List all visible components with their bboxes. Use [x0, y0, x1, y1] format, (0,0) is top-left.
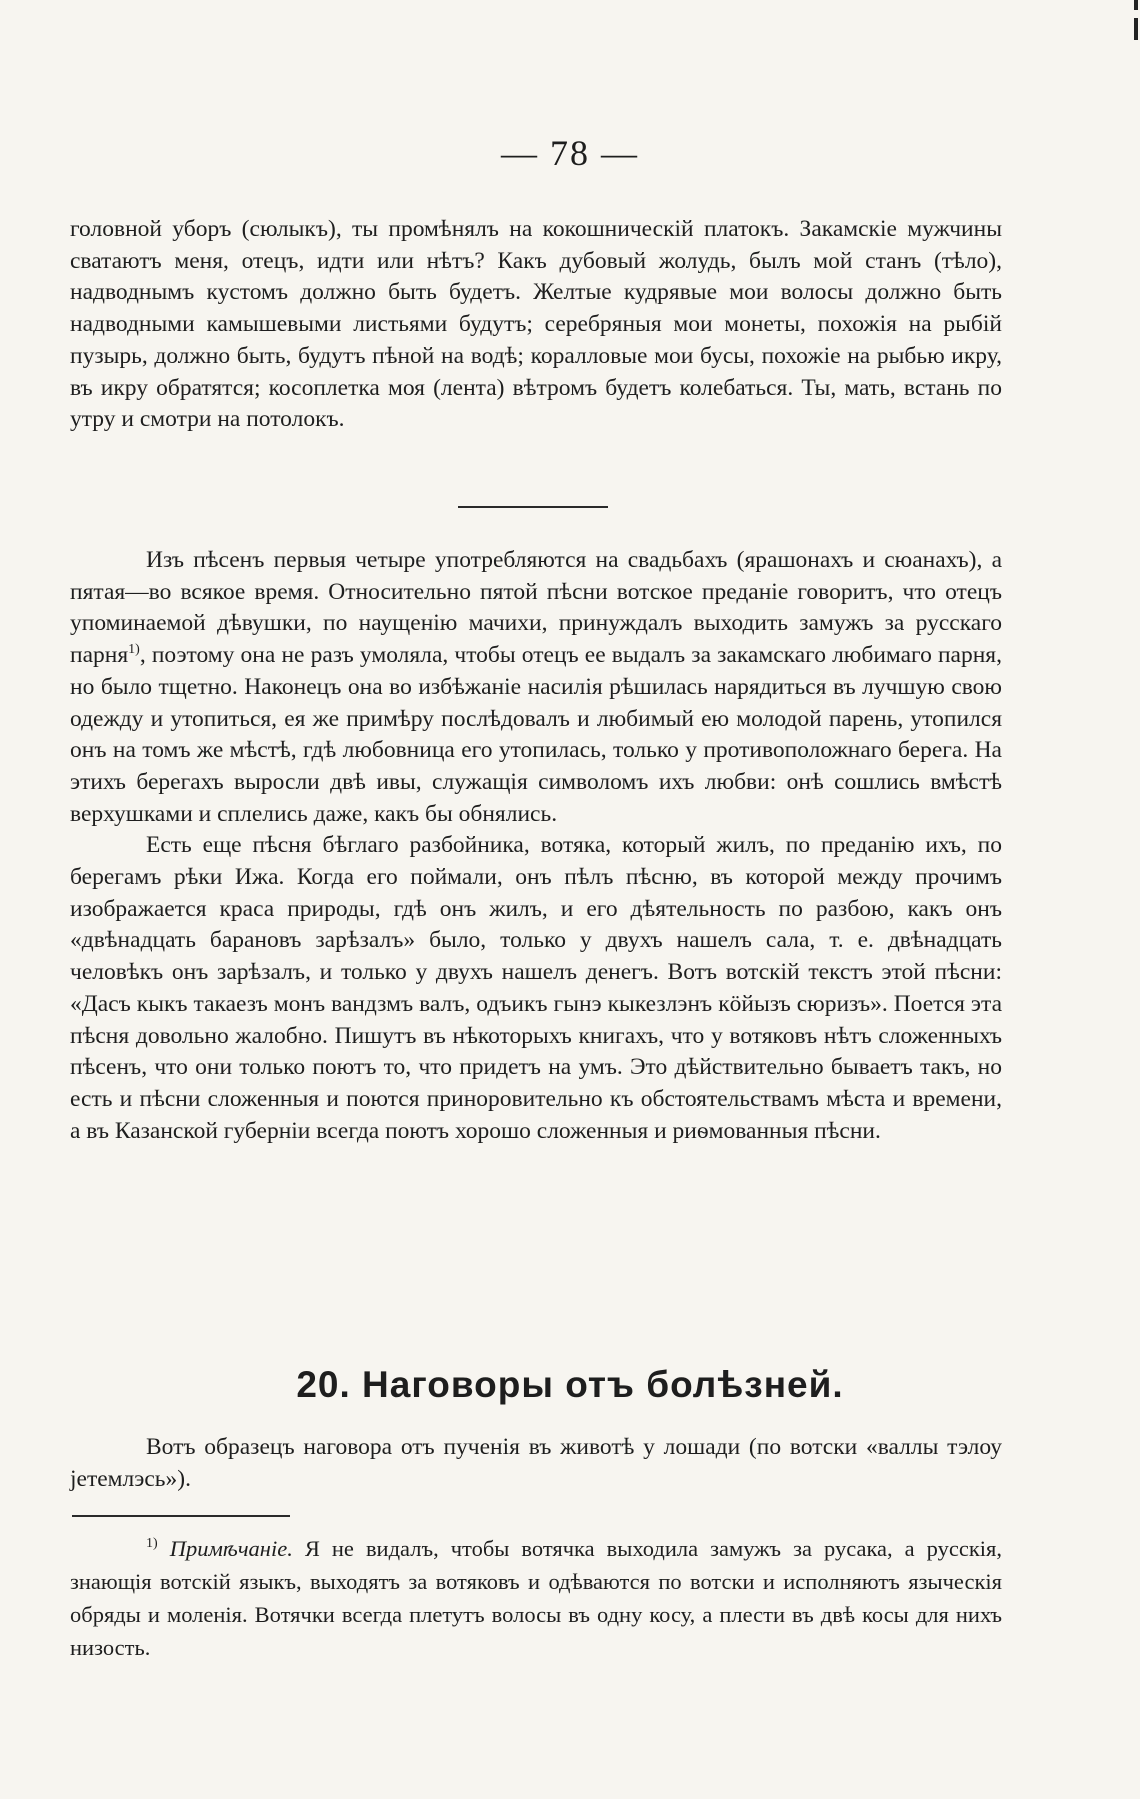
- paragraph-song-ending: головной уборъ (сюлыкъ), ты промѣнялъ на кокошническій платокъ. Закамскіе мужчины сватаютъ меня, отецъ, идти или нѣтъ? Какъ дубовый жолудь, былъ мой станъ (тѣло), надводнымъ кустомъ должно быть будетъ. Желтые кудрявые мои волосы должно быть надводными камышевыми листьями будутъ; серебряныя мои монеты, похожія на рыбій пузырь, должно быть, будутъ пѣной на водѣ; коралловые мои бусы, похожіе на рыбью икру, въ икру обратятся; косоплетка моя (лента) вѣтромъ будетъ колебаться. Ты, мать, встань по утру и смотри на потолокъ.: [70, 216, 1002, 433]
- footnote-mark-number: 1: [146, 1536, 153, 1551]
- footnote-paragraph: [70, 1532, 1002, 1664]
- scan-edge-mark: [1134, 0, 1138, 44]
- passage-song-ending: [70, 214, 1002, 436]
- footnote-reference[interactable]: 1): [128, 642, 140, 658]
- paragraph-songs-usage: [70, 545, 1002, 830]
- section-heading: 20. Наговоры отъ болѣзней.: [296, 1364, 844, 1405]
- footnote-mark: 1): [146, 1536, 158, 1551]
- paragraph-songs-usage-part-1: Изъ пѣсенъ первыя четыре употребляются на свадьбахъ (ярашонахъ и сюанахъ), а пятая—во всякое время. Относительно пятой пѣсни вотское преданіе говоритъ, что отецъ упоминаемой дѣвушки, по наущенію мачихи, принуждалъ выходить замужъ за русскаго парня: [70, 547, 1002, 669]
- footnote-reference-number: 1: [128, 642, 136, 658]
- passage-charm-intro: [70, 1432, 1002, 1495]
- footnote-rule: [72, 1515, 290, 1517]
- passage-commentary: [70, 545, 1002, 1147]
- footnote: [70, 1532, 1002, 1664]
- footnote-text: Я не видалъ, чтобы вотячка выходила замужъ за русака, а русскія, знающія вотскій языкъ, выходятъ за вотяковъ и одѣваются по вотски и исполняютъ языческія обряды и моленія. Вотячки всегда плетутъ волосы въ одну косу, а плести въ двѣ косы для нихъ низость.: [70, 1536, 1003, 1660]
- page-number: — 78 —: [501, 133, 639, 173]
- paragraph-robber-song: Есть еще пѣсня бѣглаго разбойника, вотяка, который жилъ, по преданію ихъ, по берегамъ рѣки Ижа. Когда его поймали, онъ пѣлъ пѣсню, въ которой между прочимъ изображается краса природы, гдѣ онъ жилъ, и его дѣятельность по разбою, какъ онъ «двѣнадцать барановъ зарѣзалъ» было, только у двухъ нашелъ сала, т. е. двѣнадцать человѣкъ онъ зарѣзалъ, и только у двухъ нашелъ денегъ. Вотъ вотскій текстъ этой пѣсни: «Дасъ кыкъ такаезъ монъ вандзмъ валъ, одъикъ гынэ кыкезлэнъ кöйызъ сюризъ». Поется эта пѣсня довольно жалобно. Пишутъ въ нѣкоторыхъ книгахъ, что у вотяковъ нѣтъ сложенныхъ пѣсенъ, что они только поютъ то, что придетъ на умъ. Это дѣйствительно бываетъ такъ, но есть и пѣсни сложенныя и поются приноровительно къ обстоятельствамъ мѣста и времени, а въ Казанской губерніи всегда поютъ хорошо сложенныя и риѳмованныя пѣсни.: [70, 832, 1002, 1144]
- paragraph-charm-intro: Вотъ образецъ наговора отъ пученія въ животѣ у лошади (по вотски «валлы тэлоу јетемлэсь»).: [70, 1434, 1002, 1492]
- paragraph-songs-usage-part-2: , поэтому она не разъ умоляла, чтобы отецъ ее выдалъ за закамскаго любимаго парня, но было тщетно. Наконецъ она во избѣжаніе насилія рѣшилась нарядиться въ лучшую свою одежду и утопиться, ея же примѣру послѣдовалъ и любимый ею молодой парень, утопился онъ на томъ же мѣстѣ, гдѣ любовница его утопилась, только у противоположнаго берега. На этихъ берегахъ выросли двѣ ивы, служащія символомъ ихъ любви: онѣ сошлись вмѣстѣ верхушками и сплелись даже, какъ бы обнялись.: [70, 642, 1002, 827]
- footnote-lead: Примѣчаніе.: [169, 1536, 293, 1561]
- section-divider: [458, 506, 608, 508]
